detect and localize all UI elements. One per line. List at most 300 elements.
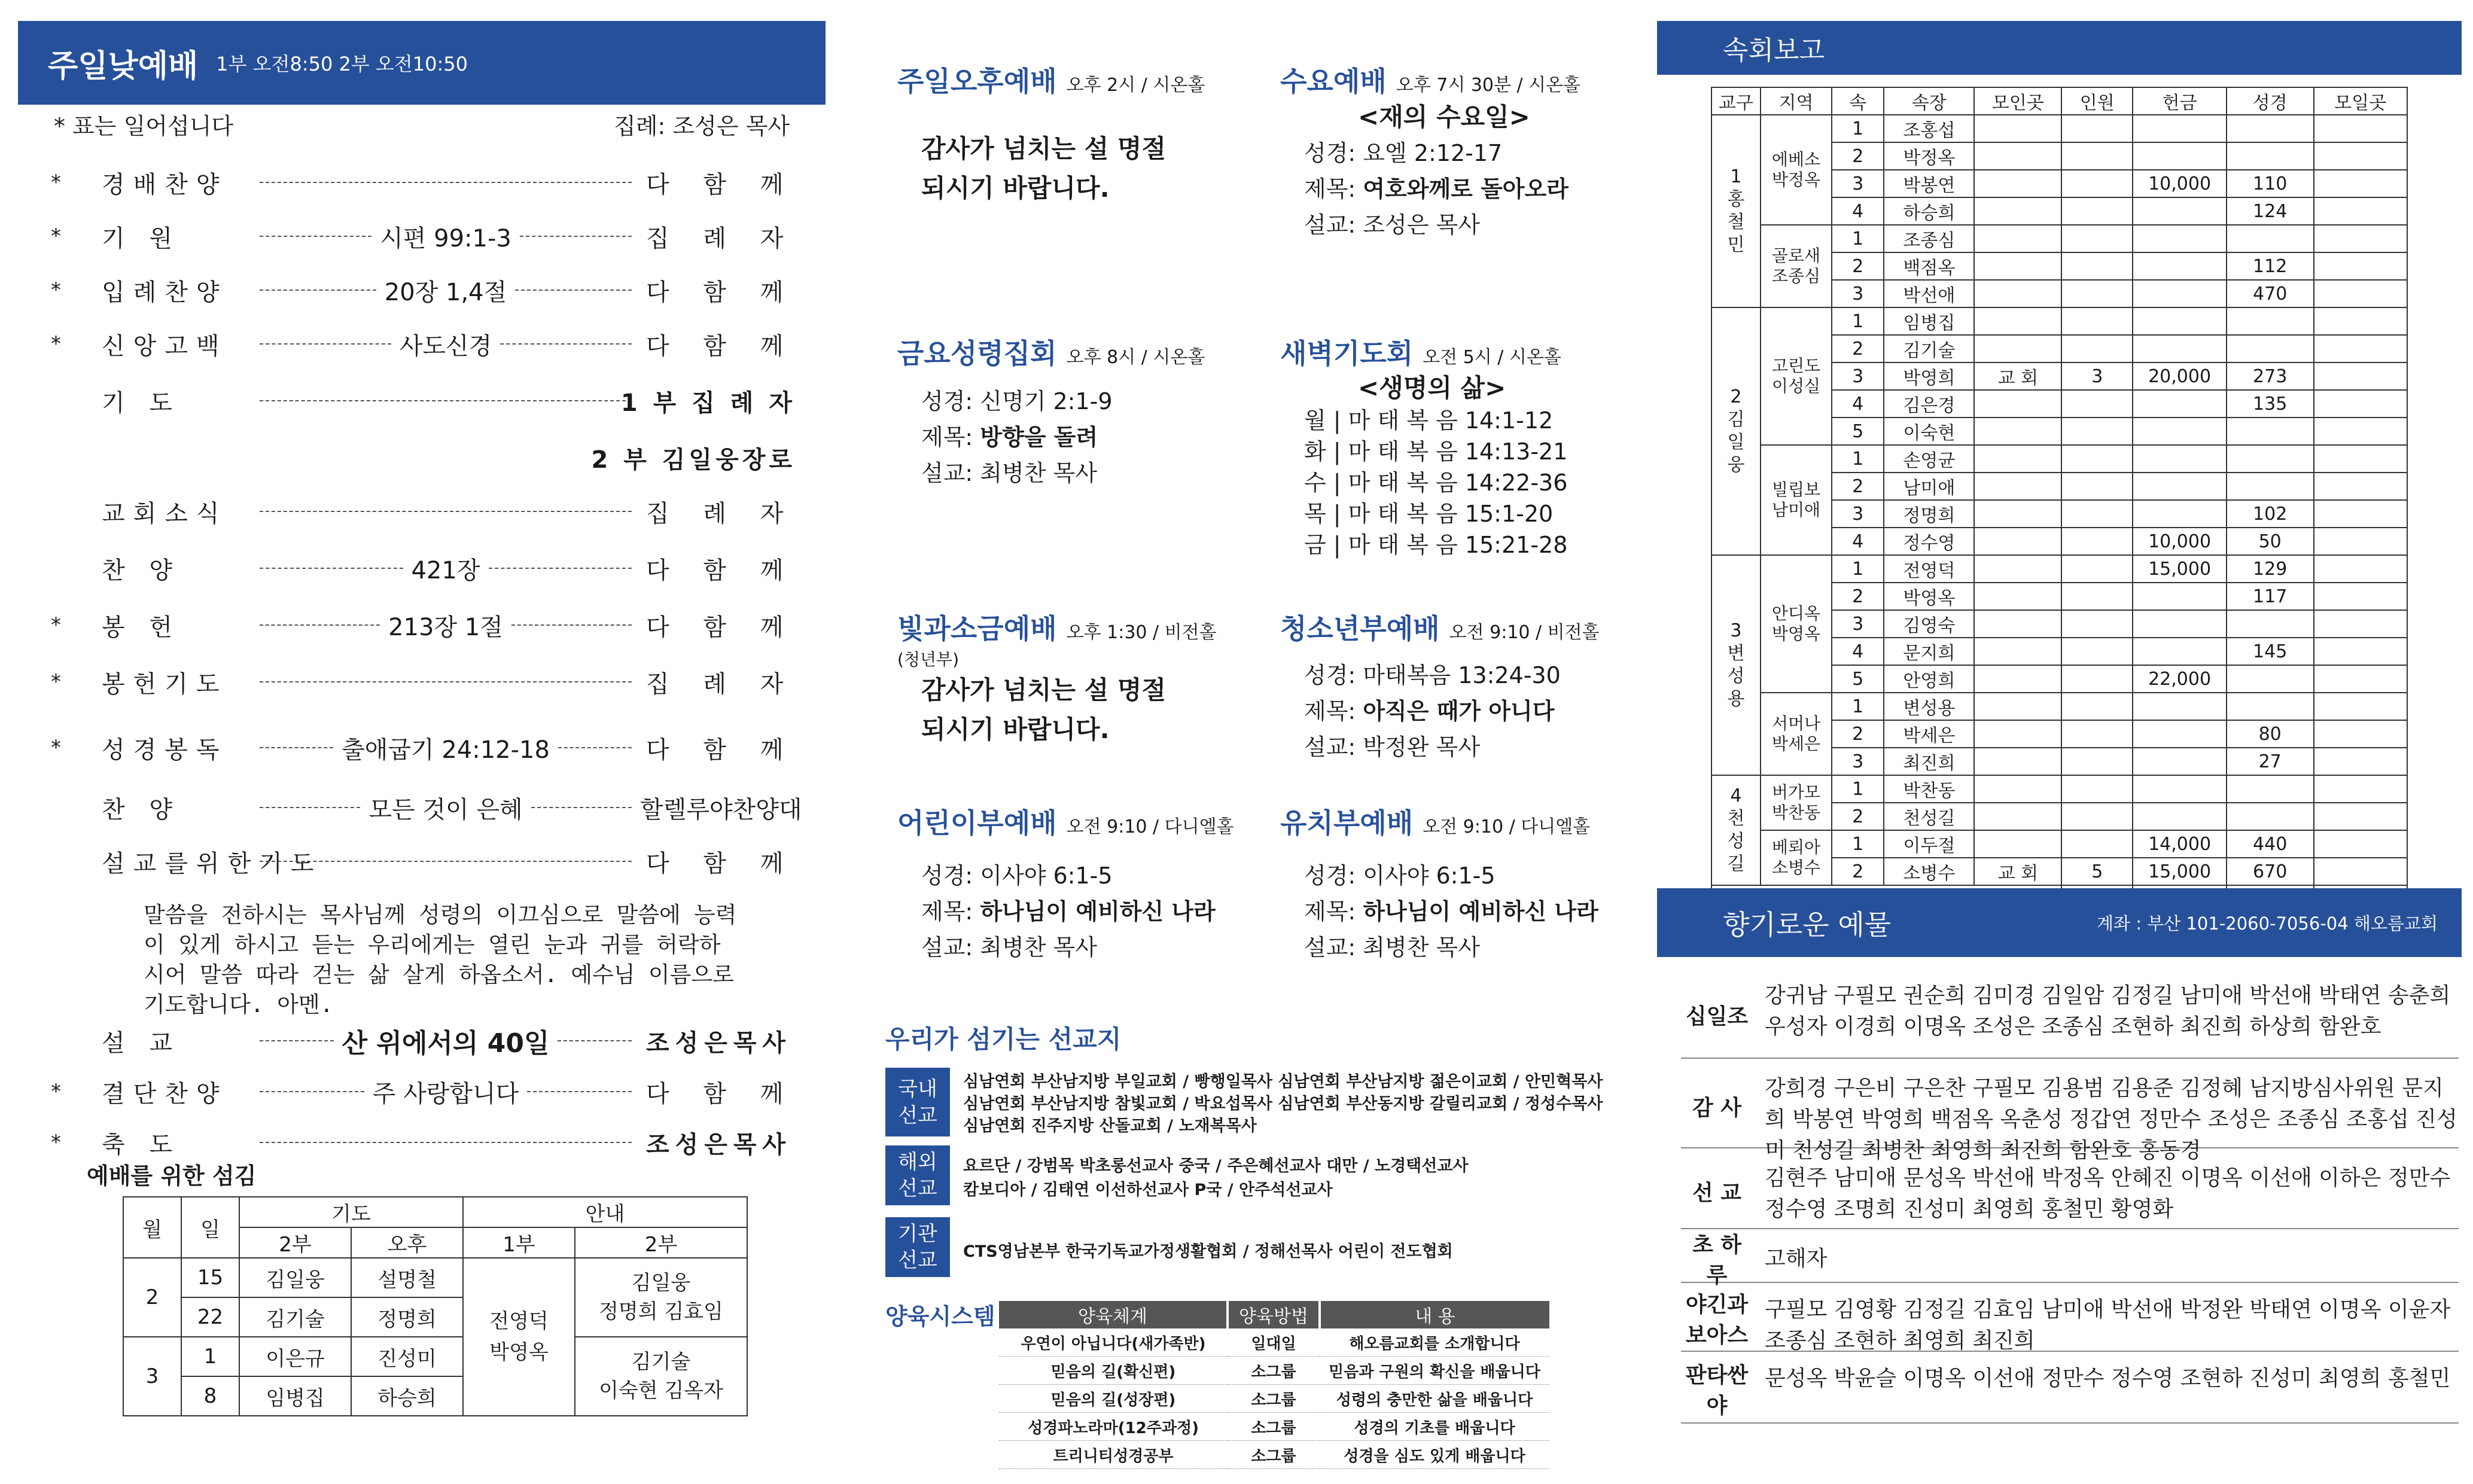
cell-value (1974, 225, 2061, 252)
cell-value (2061, 638, 2133, 665)
cell-value (2314, 390, 2407, 418)
cell-value: 22,000 (2133, 665, 2226, 693)
cell-row (1711, 307, 2407, 335)
order-item-detail (251, 1142, 640, 1143)
cell-value (2061, 197, 2133, 225)
prayer-pm: 하승희 (351, 1376, 463, 1416)
youth-adult-service: 빛과소금예배 오후 1:30 / 비전홀 (청년부) 감사가 넘치는 설 명절 되시기 바랍니다. (897, 613, 1217, 744)
cell-value: 14,000 (2133, 830, 2226, 858)
order-item-name: 결단찬양 (102, 1080, 228, 1108)
cell-value: 정명희 (1884, 500, 1974, 528)
order-item-detail: 213장 1절 (251, 608, 640, 642)
day-cell: 1 (181, 1337, 239, 1376)
cell-value: 4 (1832, 528, 1884, 555)
cell-value: 박세은 (1884, 720, 1974, 748)
cell-row (1711, 775, 2407, 803)
edu-cell: 믿음의 길(확신편) (999, 1357, 1228, 1385)
cell-value (2227, 445, 2314, 473)
offering-row (1681, 972, 2459, 1059)
cell-value: 조홍섭 (1884, 115, 1974, 142)
order-item-detail: 주 사랑합니다 (251, 1075, 640, 1109)
cell-value (1974, 115, 2061, 142)
cell-th: 모일곳 (2314, 87, 2407, 115)
district-cell: 4 천 성 길 (1711, 775, 1761, 885)
cell-value: 교 회 (1974, 362, 2061, 390)
order-item-leader: 다 함 께 (646, 278, 797, 306)
th-1bu: 1부 (463, 1227, 575, 1258)
institution-missions: CTS영남본부 한국기독교가정생활협회 / 정해선목사 어린이 전도협회 (963, 1242, 1453, 1261)
cell-value: 2 (1832, 142, 1884, 170)
order-item-detail: 모든 것이 은혜 (251, 791, 640, 825)
cell-value (2061, 610, 2133, 638)
cell-th: 모인곳 (1974, 87, 2061, 115)
cell-value (2061, 803, 2133, 830)
cell-value (2314, 335, 2407, 362)
cell-value (1974, 335, 2061, 362)
cell-value: 1 (1832, 830, 1884, 858)
order-item (51, 1071, 797, 1113)
domestic-mission-tag: 국내 선교 (885, 1068, 950, 1136)
cell-value: 3 (1832, 280, 1884, 307)
cell-value (2061, 830, 2133, 858)
cell-value (2061, 142, 2133, 170)
order-item-detail: 시편 99:1-3 (251, 220, 640, 254)
cell-value: 김은경 (1884, 390, 1974, 418)
order-item-leader: 조성은목사 (646, 1029, 792, 1057)
presider: 집례: 조성은 목사 (614, 113, 790, 139)
cell-value (2133, 445, 2226, 473)
standing-mark: * (51, 1080, 61, 1104)
cell-value: 박선애 (1884, 280, 1974, 307)
order-item-detail (251, 182, 640, 183)
cell-value: 이숙현 (1884, 418, 1974, 445)
sunday-worship-header (18, 21, 826, 105)
offering-names: 문성옥 박윤슬 이명옥 이선애 정만수 정수영 조현하 진성미 최영희 홍철민 (1765, 1366, 2451, 1391)
prayer-pm: 설명철 (351, 1258, 463, 1297)
cell-value (2314, 638, 2407, 665)
edu-cell: 소그룹 (1228, 1413, 1320, 1441)
cell-value: 129 (2227, 555, 2314, 583)
teen-service: 청소년부예배 오전 9:10 / 비전홀 성경: 마태복음 13:24-30 제목: 아직은 때가 아니다 설교: 박정완 목사 (1280, 613, 1600, 760)
schedule-table (123, 1196, 748, 1416)
order-item (51, 161, 797, 203)
cell-value (2133, 142, 2226, 170)
edu-cell: 해오름교회를 소개합니다 (1320, 1328, 1549, 1357)
th-month: 월 (123, 1197, 181, 1258)
edu-row (999, 1385, 1549, 1413)
order-item (51, 604, 797, 646)
order-item (54, 437, 796, 479)
cell-value: 27 (2227, 748, 2314, 775)
cell-value (1974, 775, 2061, 803)
cell-value (2227, 142, 2314, 170)
institution-mission-tag: 기관 선교 (885, 1217, 950, 1277)
cell-value: 박영희 (1884, 362, 1974, 390)
order-item (51, 661, 797, 703)
cell-value: 2 (1832, 803, 1884, 830)
wednesday-service: 수요예배 오후 7시 30분 / 시온홀 <재의 수요일> 성경: 요엘 2:12-17 제목: 여호와께로 돌아오라 설교: 조성은 목사 (1280, 65, 1581, 238)
cell-value: 3 (1832, 362, 1884, 390)
cell-value (2227, 473, 2314, 500)
cell-value: 3 (1832, 170, 1884, 197)
cell-value (2314, 830, 2407, 858)
cell-value (2314, 252, 2407, 280)
offering-type: 초 하 루 (1692, 1233, 1742, 1288)
cell-value (2061, 665, 2133, 693)
order-item (54, 380, 796, 422)
offering-row (1681, 1233, 2459, 1288)
order-item (54, 1020, 796, 1062)
cell-value: 3 (1832, 748, 1884, 775)
order-item (51, 727, 797, 769)
cell-value (2133, 500, 2226, 528)
edu-cell: 성경의 기초를 배웁니다 (1320, 1413, 1549, 1441)
friday-service: 금요성령집회 오후 8시 / 시온홀 성경: 신명기 2:1-9 제목: 방향을 돌려 설교: 최병찬 목사 (897, 337, 1205, 486)
standing-mark: * (51, 224, 61, 248)
cell-value: 2 (1832, 473, 1884, 500)
cell-value (2133, 803, 2226, 830)
cell-value (2314, 858, 2407, 885)
schedule-title: 예배를 위한 섬김 (87, 1163, 257, 1189)
cell-value: 남미애 (1884, 473, 1974, 500)
cell-value (2061, 555, 2133, 583)
edu-cell: 트리니티성경공부 (999, 1441, 1228, 1469)
district-cell: 1 홍 철 민 (1711, 115, 1761, 307)
cell-value (2061, 307, 2133, 335)
order-item (54, 547, 796, 589)
cell-value: 1 (1832, 225, 1884, 252)
th-edu-system: 양육체계 (999, 1301, 1228, 1328)
prayer-pm: 정명희 (351, 1297, 463, 1337)
cell-value (2133, 418, 2226, 445)
cell-value (1974, 445, 2061, 473)
cell-value (2227, 335, 2314, 362)
cell-value: 2 (1832, 720, 1884, 748)
cell-value: 4 (1832, 638, 1884, 665)
th-2bu: 2부 (239, 1227, 351, 1258)
guide-2bu: 김기술 이숙현 김옥자 (575, 1337, 747, 1416)
guide-1bu: 전영덕 박영옥 (463, 1258, 575, 1416)
cell-row (1711, 555, 2407, 583)
th-prayer: 기도 (239, 1197, 463, 1227)
cell-value: 10,000 (2133, 170, 2226, 197)
order-item-detail: 사도신경 (251, 327, 640, 361)
cell-value: 1 (1832, 693, 1884, 720)
prayer-2bu: 이은규 (239, 1337, 351, 1376)
order-item (54, 840, 796, 882)
area-cell: 빌립보 남미애 (1761, 445, 1832, 555)
cell-value (2061, 170, 2133, 197)
cell-value: 정수영 (1884, 528, 1974, 555)
cell-row (1711, 445, 2407, 473)
month-cell: 2 (123, 1258, 181, 1337)
cell-value (2133, 335, 2226, 362)
cell-th: 속장 (1884, 87, 1974, 115)
cell-value (2061, 335, 2133, 362)
prayer-2bu: 김일웅 (239, 1258, 351, 1297)
order-item-name: 봉 헌 (102, 613, 181, 641)
domestic-missions: 심남연회 부산남지방 부일교회 / 빵행일목사 심남연회 부산남지방 젊은이교회 / 안민혁목사 심남연회 부산남지방 참빛교회 / 박요섭목사 심남연회 부산동지방 갈릴리교회 / 정성수목사 심남연회 진주지방 산돌교회 / 노재복목사 (963, 1072, 1603, 1135)
cell-value (2314, 748, 2407, 775)
cell-value (2314, 583, 2407, 610)
cell-value (1974, 830, 2061, 858)
cell-value (2314, 775, 2407, 803)
cell-value: 20,000 (2133, 362, 2226, 390)
area-cell: 에베소 박정옥 (1761, 115, 1832, 225)
cell-value (2227, 418, 2314, 445)
cell-value (1974, 693, 2061, 720)
offerings-header: 향기로운 예물 계좌 : 부산 101-2060-7056-04 해오름교회 (1657, 888, 2462, 957)
cell-th: 인원 (2061, 87, 2133, 115)
cell-value: 이두절 (1884, 830, 1974, 858)
cell-value (2133, 252, 2226, 280)
cell-value (2133, 775, 2226, 803)
cell-value (2133, 473, 2226, 500)
cell-value (2227, 775, 2314, 803)
cell-value: 2 (1832, 583, 1884, 610)
other-services-panel (837, 0, 1645, 1484)
cell-th: 지역 (1761, 87, 1832, 115)
cell-row (1711, 830, 2407, 858)
cell-value: 1 (1832, 775, 1884, 803)
offering-row (1681, 1355, 2459, 1424)
cell-value (1974, 197, 2061, 225)
cell-value (2227, 307, 2314, 335)
area-cell: 서머나 박세은 (1761, 693, 1832, 775)
offering-names: 김현주 남미애 문성옥 박선애 박정옥 안혜진 이명옥 이선애 이하은 정만수 정수영 조명희 진성미 최영희 홍철민 황영화 (1765, 1166, 2451, 1221)
edu-cell: 성경파노라마(12주과정) (999, 1413, 1228, 1441)
edu-title: 양육시스템 (885, 1303, 995, 1330)
standing-mark: * (51, 670, 61, 694)
cell-value (2314, 362, 2407, 390)
cell-value (2314, 197, 2407, 225)
cell-value (2061, 445, 2133, 473)
cell-value: 4 (1832, 390, 1884, 418)
cell-value: 2 (1832, 858, 1884, 885)
kindergarten-service: 유치부예배 오전 9:10 / 다니엘홀 성경: 이사야 6:1-5 제목: 하나님이 예비하신 나라 설교: 최병찬 목사 (1280, 807, 1598, 961)
cell-value (2314, 473, 2407, 500)
cell-row (1711, 225, 2407, 252)
children-service: 어린이부예배 오전 9:10 / 다니엘홀 성경: 이사야 6:1-5 제목: 하나님이 예비하신 나라 설교: 최병찬 목사 (897, 807, 1234, 961)
cell-value: 3 (1832, 500, 1884, 528)
cell-row (1711, 115, 2407, 142)
cell-value: 1 (1832, 555, 1884, 583)
cell-value (2061, 528, 2133, 555)
edu-row (999, 1357, 1549, 1385)
cell-value (2061, 418, 2133, 445)
cell-value (2133, 720, 2226, 748)
order-item (54, 787, 802, 828)
offering-type: 감 사 (1692, 1095, 1742, 1120)
cell-value (2227, 610, 2314, 638)
edu-cell: 소그룹 (1228, 1357, 1320, 1385)
cell-value (2133, 748, 2226, 775)
th-guide: 안내 (463, 1197, 747, 1227)
order-item-name: 성경봉독 (102, 736, 228, 764)
cell-value: 440 (2227, 830, 2314, 858)
cell-value (2314, 528, 2407, 555)
cell-value (1974, 748, 2061, 775)
cell-value (2133, 610, 2226, 638)
order-item-detail: 421장 (251, 551, 640, 586)
cell-report-table (1711, 87, 2408, 913)
cell-value (2133, 115, 2226, 142)
offering-row (1681, 1065, 2459, 1163)
standing-mark: * (51, 1130, 61, 1154)
cell-report-header: 속회보고 (1657, 21, 2462, 75)
offering-names: 강희경 구은비 구은찬 구필모 김용범 김용준 김정혜 남지방심사위원 문지희 박봉연 박영희 백점옥 옥춘성 정갑연 정만수 조성은 조종심 조홍섭 진성미 천성길 최병찬 최영희 최진희 함완호 홍동경 (1765, 1076, 2457, 1163)
order-item-leader: 집 례 자 (646, 670, 797, 698)
cell-value: 하승희 (1884, 197, 1974, 225)
cell-value (2133, 280, 2226, 307)
cell-value: 2 (1832, 252, 1884, 280)
order-item (51, 323, 797, 365)
cell-value (1974, 307, 2061, 335)
cell-value: 5 (2061, 858, 2133, 885)
cell-value (2133, 390, 2226, 418)
edu-cell: 일대일 (1228, 1328, 1320, 1357)
edu-cell: 소그룹 (1228, 1441, 1320, 1469)
standing-mark: * (51, 736, 61, 760)
area-cell: 안디옥 박영옥 (1761, 555, 1832, 693)
cell-value (2227, 803, 2314, 830)
cell-value: 1 (1832, 445, 1884, 473)
cell-value (2227, 225, 2314, 252)
cell-value (1974, 583, 2061, 610)
edu-cell: 우연이 아닙니다(새가족반) (999, 1328, 1228, 1357)
order-item-leader: 다 함 께 (646, 736, 797, 764)
cell-value: 최진희 (1884, 748, 1974, 775)
day-cell: 15 (181, 1258, 239, 1297)
cell-value: 15,000 (2133, 555, 2226, 583)
cell-value: 백점옥 (1884, 252, 1974, 280)
cell-value (2133, 693, 2226, 720)
cell-value (1974, 665, 2061, 693)
order-item-leader: 다 함 께 (646, 613, 797, 641)
order-item-name: 설교를위한기도 (102, 849, 322, 877)
order-item-name: 교회소식 (102, 499, 228, 528)
district-cell: 3 변 성 용 (1711, 555, 1761, 775)
cell-value: 112 (2227, 252, 2314, 280)
prayer-2bu: 임병집 (239, 1376, 351, 1416)
order-item-leader: 2 부 김일웅장로 (591, 446, 796, 474)
cell-value: 80 (2227, 720, 2314, 748)
cell-value: 110 (2227, 170, 2314, 197)
cell-value: 전영덕 (1884, 555, 1974, 583)
cell-th: 성경 (2227, 87, 2314, 115)
order-item-leader: 다 함 께 (646, 556, 797, 584)
cell-value: 박봉연 (1884, 170, 1974, 197)
cell-value: 천성길 (1884, 803, 1974, 830)
cell-value: 4 (1832, 197, 1884, 225)
order-item-name: 신앙고백 (102, 332, 228, 360)
cell-value: 670 (2227, 858, 2314, 885)
cell-value: 박찬동 (1884, 775, 1974, 803)
cell-th: 헌금 (2133, 87, 2226, 115)
offering-row (1681, 1286, 2459, 1352)
cell-value (2061, 225, 2133, 252)
cell-value (2133, 638, 2226, 665)
cell-value (1974, 390, 2061, 418)
cell-value (1974, 528, 2061, 555)
cell-value (2061, 473, 2133, 500)
missions-title: 우리가 섬기는 선교지 (885, 1025, 1122, 1054)
standing-mark: * (51, 332, 61, 356)
cell-value: 1 (1832, 307, 1884, 335)
order-item-leader: 집 례 자 (646, 499, 797, 528)
cell-value (2061, 775, 2133, 803)
sunday-afternoon-service: 주일오후예배 오후 2시 / 시온홀 감사가 넘치는 설 명절 되시기 바랍니다. (897, 65, 1205, 203)
cell-value: 김기술 (1884, 335, 1974, 362)
edu-row (999, 1413, 1549, 1441)
prayer-pm: 진성미 (351, 1337, 463, 1376)
th-afternoon: 오후 (351, 1227, 463, 1258)
cell-value: 조종심 (1884, 225, 1974, 252)
edu-cell: 믿음과 구원의 확신을 배웁니다 (1320, 1357, 1549, 1385)
sermon-prayer: 말씀을 전하시는 목사님께 성령의 이끄심으로 말씀에 능력이 있게 하시고 듣는 우리에게는 열린 눈과 귀를 허락하시어 말씀 따라 걷는 삶 살게 하옵소서. 예수님 이름으로 기도합니다. 아멘. (144, 902, 737, 1017)
area-cell: 골로새 조종심 (1761, 225, 1832, 307)
cell-value: 교 회 (1974, 858, 2061, 885)
cell-th: 교구 (1711, 87, 1761, 115)
cell-value: 임병집 (1884, 307, 1974, 335)
cell-value (2227, 693, 2314, 720)
cell-value: 1 (1832, 115, 1884, 142)
overseas-mission-tag: 해외 선교 (885, 1145, 950, 1205)
cell-value (2314, 555, 2407, 583)
prayer-2bu: 김기술 (239, 1297, 351, 1337)
cell-value (2314, 720, 2407, 748)
cell-value: 김영숙 (1884, 610, 1974, 638)
edu-row (999, 1328, 1549, 1357)
order-item-name: 찬 양 (102, 796, 181, 824)
cell-value (1974, 720, 2061, 748)
order-item-leader: 다 함 께 (646, 849, 797, 877)
order-item-detail (251, 681, 640, 682)
standing-mark: * (51, 613, 61, 637)
edu-row (999, 1441, 1549, 1469)
cell-value (2061, 115, 2133, 142)
th-day: 일 (181, 1197, 239, 1258)
cell-value (2314, 500, 2407, 528)
cell-value: 470 (2227, 280, 2314, 307)
cell-value (2061, 720, 2133, 748)
order-item-detail: 출애굽기 24:12-18 (251, 731, 640, 765)
day-cell: 22 (181, 1297, 239, 1337)
standing-mark: * (51, 170, 61, 194)
order-item-leader: 1 부 집 례 자 (620, 389, 796, 417)
order-item (51, 269, 797, 311)
order-item-name: 봉헌기도 (102, 670, 228, 698)
cell-value (2314, 280, 2407, 307)
cell-value (2314, 142, 2407, 170)
standing-note: * 표는 일어섭니다 (54, 113, 234, 139)
cell-value (1974, 280, 2061, 307)
offering-type: 선 교 (1692, 1181, 1742, 1205)
order-item-leader: 집 례 자 (646, 224, 797, 252)
cell-value (2133, 583, 2226, 610)
cell-value (1974, 142, 2061, 170)
cell-value (2133, 307, 2226, 335)
cell-value: 박영옥 (1884, 583, 1974, 610)
cell-value: 145 (2227, 638, 2314, 665)
cell-value (2061, 252, 2133, 280)
service-times: 1부 오전8:50 2부 오전10:50 (216, 53, 468, 75)
cell-value (2061, 583, 2133, 610)
area-cell: 고린도 이성실 (1761, 307, 1832, 445)
cell-value (2227, 115, 2314, 142)
order-item-leader: 조성은목사 (646, 1130, 792, 1159)
cell-value (1974, 170, 2061, 197)
